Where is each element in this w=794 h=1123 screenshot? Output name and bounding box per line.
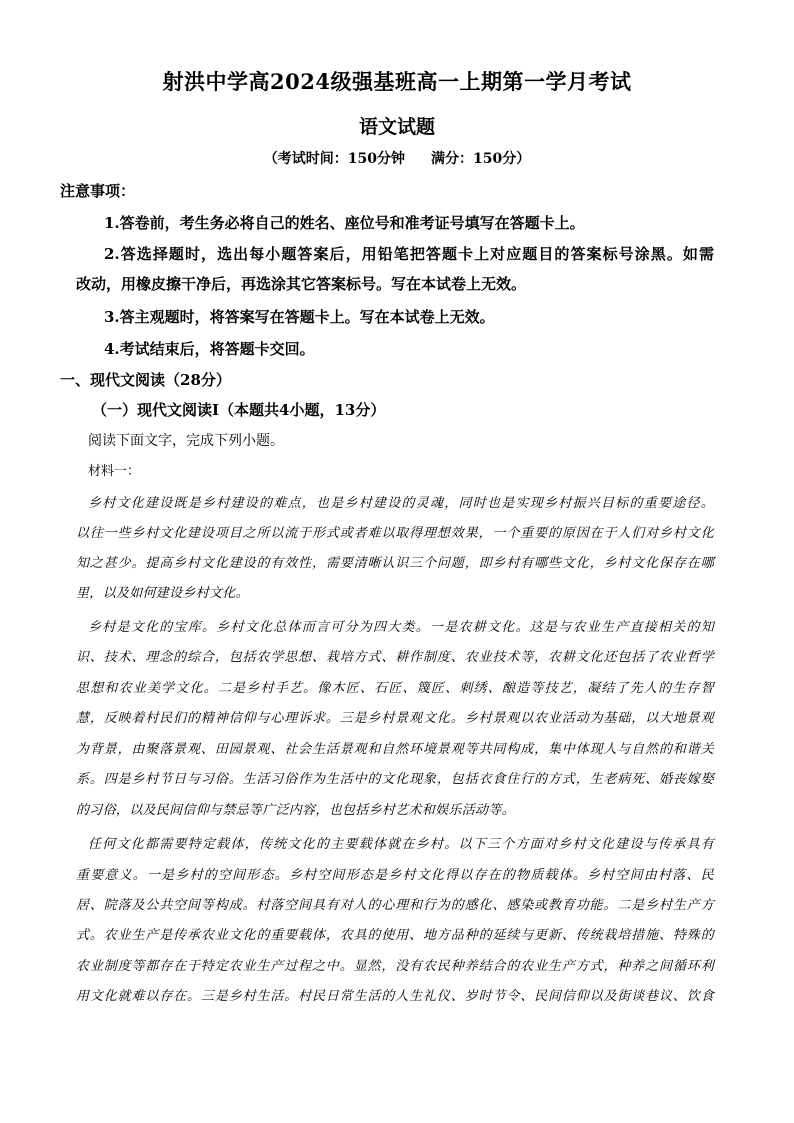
paragraph-2-line: 思想和农业美学文化。二是乡村手艺。像木匠、石匠、篾匠、刺绣、酿造等技艺，凝结了先人的生存智	[76, 681, 714, 696]
paragraph-3-line: 式。农业生产是传承农业文化的重要载体，农具的使用、地方品种的延续与更新、传统栽培措施、特殊的	[76, 928, 714, 943]
notice-item-2-line-2: 改动，用橡皮擦干净后，再选涂其它答案标号。写在本试卷上无效。	[76, 275, 527, 293]
paragraph-1-line: 知之甚少。提高乡村文化建设的有效性，需要清晰认识三个问题，即乡村有哪些文化，乡村文化保存在哪	[76, 556, 714, 571]
exam-time: （考试时间：150分钟	[263, 151, 405, 167]
paragraph-3-line: 居、院落及公共空间等构成。村落空间具有对人的心理和行为的感化、感染或教育功能。二是乡村生产方	[76, 898, 714, 913]
material-label: 材料一：	[88, 464, 141, 479]
paragraph-3-line: 任何文化都需要特定载体，传统文化的主要载体就在乡村。以下三个方面对乡村文化建设与传承具有	[88, 837, 714, 852]
paragraph-1-line: 里，以及如何建设乡村文化。	[76, 586, 249, 601]
paragraph-2-line: 为背景，由聚落景观、田园景观、社会生活景观和自然环境景观等共同构成，集中体现人与自然的和谐关	[76, 742, 714, 757]
exam-title: 射洪中学高2024级强基班高一上期第一学月考试	[162, 69, 632, 94]
paragraph-2-line: 识、技术、理念的综合，包括农学思想、栽培方式、耕作制度、农业技术等，农耕文化还包括了农业哲学	[76, 650, 714, 665]
paragraph-3-line: 用文化就难以存在。三是乡村生活。村民日常生活的人生礼仪、岁时节令、民间信仰以及街谈巷议、饮食	[76, 989, 714, 1004]
exam-info	[0, 148, 794, 168]
paragraph-2-line: 乡村是文化的宝库。乡村文化总体而言可分为四大类。一是农耕文化。这是与农业生产直接相关的知	[88, 620, 714, 635]
section-heading: 一、现代文阅读（28分）	[60, 371, 231, 389]
notice-item-2-line-1: 2.答选择题时，选出每小题答案后，用铅笔把答题卡上对应题目的答案标号涂黑。如需	[104, 245, 714, 263]
full-score: 满分：150分）	[431, 151, 531, 167]
notice-item-4: 4.考试结束后，将答题卡交回。	[104, 340, 315, 358]
paragraph-2-line: 系。四是乡村节日与习俗。生活习俗作为生活中的文化现象，包括衣食住行的方式，生老病死、婚丧嫁娶	[76, 772, 714, 787]
paragraph-3-line: 农业制度等都存在于特定农业生产过程之中。显然，没有农民种养结合的农业生产方式，种养之间循环利	[76, 959, 714, 974]
paragraph-3-line: 重要意义。一是乡村的空间形态。乡村空间形态是乡村文化得以存在的物质载体。乡村空间由村落、民	[76, 868, 714, 883]
notice-item-1: 1.答卷前，考生务必将自己的姓名、座位号和准考证号填写在答题卡上。	[104, 214, 585, 232]
paragraph-2-line: 的习俗，以及民间信仰与禁忌等广泛内容，也包括乡村艺术和娱乐活动等。	[76, 803, 515, 818]
exam-subject: 语文试题	[358, 116, 435, 138]
paragraph-1-line: 以往一些乡村文化建设项目之所以流于形式或者难以取得理想效果，一个重要的原因在于人们对乡村文化	[76, 526, 714, 541]
notice-heading: 注意事项：	[60, 182, 136, 200]
subsection-heading: （一）现代文阅读Ⅰ（本题共4小题，13分）	[92, 401, 386, 419]
reading-instruction: 阅读下面文字，完成下列小题。	[88, 433, 284, 449]
paragraph-2-line: 慧，反映着村民们的精神信仰与心理诉求。三是乡村景观文化。乡村景观以农业活动为基础，以大地景观	[76, 711, 714, 726]
notice-item-3: 3.答主观题时，将答案写在答题卡上。写在本试卷上无效。	[104, 308, 495, 326]
paragraph-1-line: 乡村文化建设既是乡村建设的难点，也是乡村建设的灵魂，同时也是实现乡村振兴目标的重要途径。	[88, 496, 714, 511]
